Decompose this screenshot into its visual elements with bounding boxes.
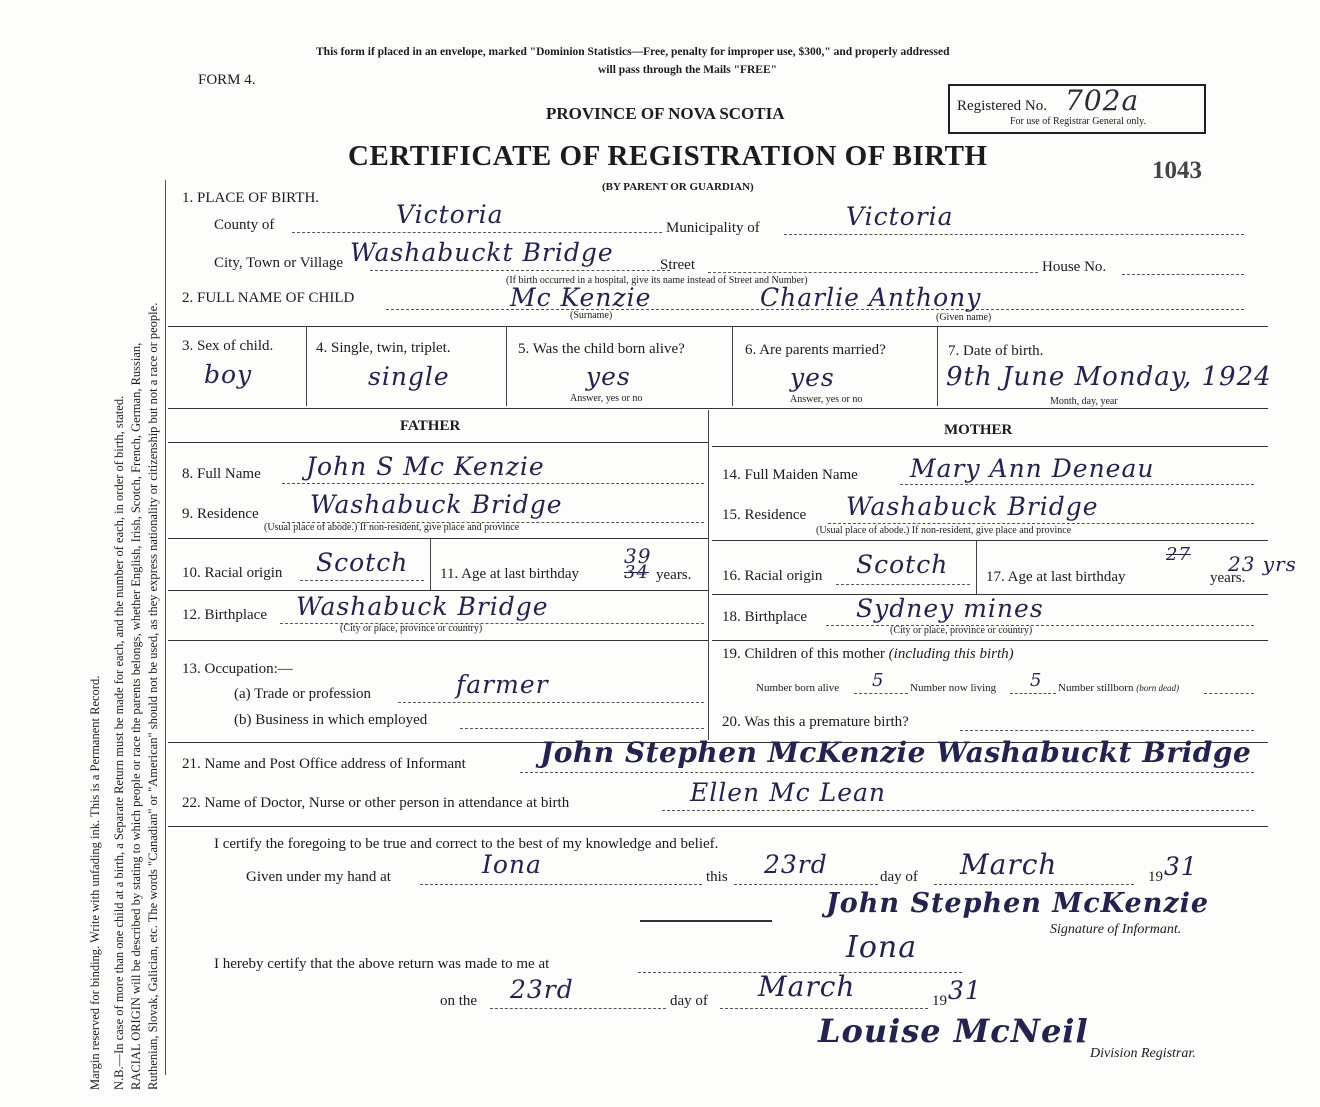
father-age-label: 11. Age at last birthday <box>440 566 579 582</box>
children-label-note: (including this birth) <box>888 646 1014 662</box>
child-surname: Mc Kenzie <box>510 283 652 312</box>
trade-label: (a) Trade or profession <box>234 686 372 702</box>
on-the-label: on the <box>440 993 478 1009</box>
reg-day-value: 23rd <box>510 975 574 1004</box>
day-of-label: day of <box>880 869 918 885</box>
reg-year-suffix: 31 <box>948 976 982 1005</box>
hospital-note: (If birth occurred in a hospital, give its name instead of Street and Number) <box>506 275 808 286</box>
trade-value: farmer <box>456 670 549 699</box>
year-prefix: 19 <box>1148 869 1163 885</box>
stillborn-label-text: Number stillborn <box>1058 682 1134 694</box>
business-label: (b) Business in which employed <box>234 712 428 728</box>
father-residence-label: 9. Residence <box>182 506 259 522</box>
mother-racial-value: Scotch <box>856 550 949 579</box>
married-label: 6. Are parents married? <box>745 342 886 358</box>
doctor-label: 22. Name of Doctor, Nurse or other person in attendance at birth <box>182 795 570 811</box>
mother-place-note: (City or place, province or country) <box>890 625 1033 636</box>
registered-value: 702a <box>1065 84 1140 117</box>
mother-years-label: years. <box>1210 570 1246 586</box>
children-label <box>722 646 1014 663</box>
registrar-statement: I hereby certify that the above return was made to me at <box>214 956 550 972</box>
mother-age-struck: 27 <box>1166 544 1191 565</box>
month-value: March <box>960 848 1058 881</box>
father-name-value: John S Mc Kenzie <box>306 452 545 481</box>
postal-notice-line1: This form if placed in an envelope, marked "Dominion Statistics—Free, penalty for improper use, $300," and properly addressed <box>316 46 950 58</box>
mother-birthplace-label: 18. Birthplace <box>722 609 807 625</box>
given-name-note: (Given name) <box>936 312 992 323</box>
living-value: 5 <box>1030 670 1043 691</box>
house-label: House No. <box>1042 259 1107 275</box>
serial-number: 1043 <box>1152 157 1202 184</box>
mother-racial-label: 16. Racial origin <box>722 568 823 584</box>
reg-year-prefix: 19 <box>932 993 947 1009</box>
municipality-value: Victoria <box>846 202 954 231</box>
form-number: FORM 4. <box>198 72 256 88</box>
alive-label: 5. Was the child born alive? <box>518 341 685 357</box>
mother-name-value: Mary Ann Deneau <box>910 454 1155 483</box>
alive-value: yes <box>586 362 631 391</box>
certify-statement: I certify the foregoing to be true and correct to the best of my knowledge and belief. <box>214 836 719 852</box>
given-place-value: Iona <box>482 850 542 879</box>
father-age-value: 39 <box>624 544 652 568</box>
father-residence-value: Washabuck Bridge <box>310 490 563 519</box>
living-label: Number now living <box>910 682 997 694</box>
margin-note-1: Margin reserved for binding. Write with unfading ink. This is a Permanent Record. <box>88 675 102 1090</box>
dob-value: 9th June Monday, 1924 <box>946 362 1272 392</box>
child-given-name: Charlie Anthony <box>760 283 982 312</box>
margin-note-4: Ruthenian, Slovak, Galician, etc. The words "Canadian" or "American" should not be used, as they express nationality or citizenship but not a race or people. <box>146 302 160 1090</box>
father-abode-note: (Usual place of abode.) If non-resident, give place and province <box>264 522 520 533</box>
father-racial-label: 10. Racial origin <box>182 565 283 581</box>
mother-age-value: 23 yrs <box>1228 552 1297 576</box>
informant-label: 21. Name and Post Office address of Informant <box>182 756 466 772</box>
certificate-title: CERTIFICATE OF REGISTRATION OF BIRTH <box>348 140 988 172</box>
mother-abode-note: (Usual place of abode.) If non-resident, give place and province <box>816 525 1072 536</box>
mother-age-label: 17. Age at last birthday <box>986 569 1126 585</box>
registered-label: Registered No. <box>957 98 1047 114</box>
mother-birthplace-value: Sydney mines <box>856 594 1044 623</box>
margin-note-2: N.B.—In case of more than one child at a birth, a Separate Return must be made for each, and the number of each, in order of birth, stated. <box>112 395 126 1090</box>
province-heading: PROVINCE OF NOVA SCOTIA <box>546 104 785 123</box>
single-value: single <box>368 362 450 391</box>
day-value: 23rd <box>764 850 828 879</box>
father-place-note: (City or place, province or country) <box>340 623 483 634</box>
reg-day-of-label: day of <box>670 993 708 1009</box>
county-value: Victoria <box>396 200 504 229</box>
signature-of-informant-label: Signature of Informant. <box>1050 922 1182 937</box>
stillborn-note: (born dead) <box>1136 683 1179 693</box>
registered-number-box <box>948 84 1206 134</box>
this-label: this <box>706 869 728 885</box>
margin-note-3: RACIAL ORIGIN will be described by stating to which people or race the parents belongs, whether English, Irish, Scotch, French, German, Russian, <box>129 342 143 1090</box>
doctor-value: Ellen Mc Lean <box>690 778 887 807</box>
county-label: County of <box>214 217 275 233</box>
father-birthplace-value: Washabuck Bridge <box>296 592 549 621</box>
single-label: 4. Single, twin, triplet. <box>316 340 451 356</box>
father-age-struck: 34 <box>624 562 649 583</box>
married-note: Answer, yes or no <box>790 394 863 405</box>
division-registrar-label: Division Registrar. <box>1090 1046 1196 1061</box>
born-alive-value: 5 <box>872 670 885 691</box>
sex-value: boy <box>204 360 253 389</box>
mother-residence-label: 15. Residence <box>722 507 807 523</box>
informant-value: John Stephen McKenzie Washabuckt Bridge <box>540 736 1252 769</box>
year-suffix: 31 <box>1164 852 1198 881</box>
dob-label: 7. Date of birth. <box>948 343 1044 359</box>
alive-note: Answer, yes or no <box>570 393 643 404</box>
mother-residence-value: Washabuck Bridge <box>846 492 1099 521</box>
city-label: City, Town or Village <box>214 255 344 271</box>
given-label: Given under my hand at <box>246 869 391 885</box>
born-alive-label: Number born alive <box>756 682 840 694</box>
father-birthplace-label: 12. Birthplace <box>182 607 267 623</box>
married-value: yes <box>790 363 835 392</box>
street-label: Street <box>660 257 695 273</box>
children-label-text: 19. Children of this mother <box>722 646 885 662</box>
postal-notice-line2: will pass through the Mails "FREE" <box>598 64 778 76</box>
stillborn-label <box>1058 682 1179 694</box>
registrar-note: For use of Registrar General only. <box>1010 116 1146 127</box>
place-of-birth-label: 1. PLACE OF BIRTH. <box>182 190 320 206</box>
child-name-label: 2. FULL NAME OF CHILD <box>182 290 355 306</box>
informant-signature: John Stephen McKenzie <box>826 888 1210 919</box>
reg-month-value: March <box>758 970 856 1003</box>
city-value: Washabuckt Bridge <box>350 238 614 267</box>
father-name-label: 8. Full Name <box>182 466 261 482</box>
premature-label: 20. Was this a premature birth? <box>722 714 909 730</box>
registrar-signature: Louise McNeil <box>818 1012 1089 1050</box>
father-heading: FATHER <box>400 418 461 434</box>
informant-place-signature: Iona <box>846 930 918 965</box>
sex-label: 3. Sex of child. <box>182 338 274 354</box>
mother-name-label: 14. Full Maiden Name <box>722 467 858 483</box>
surname-note: (Surname) <box>570 310 613 321</box>
occupation-label: 13. Occupation:— <box>182 661 293 677</box>
municipality-label: Municipality of <box>666 220 760 236</box>
father-years-label: years. <box>656 567 692 583</box>
dob-note: Month, day, year <box>1050 396 1118 407</box>
father-racial-value: Scotch <box>316 548 409 577</box>
certificate-subtitle: (BY PARENT OR GUARDIAN) <box>602 181 754 193</box>
mother-heading: MOTHER <box>944 422 1013 438</box>
